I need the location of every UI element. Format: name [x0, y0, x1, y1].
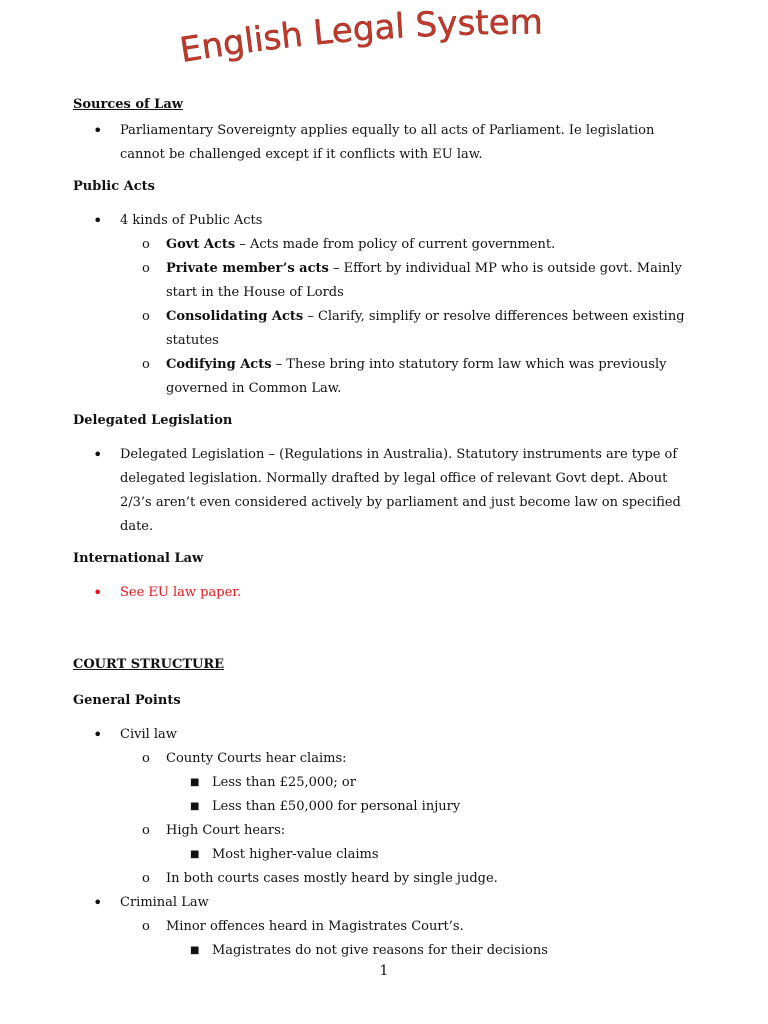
circle-bullet-icon: o	[142, 357, 150, 372]
list-item-text: 4 kinds of Public Acts	[120, 213, 263, 228]
list-item-text: County Courts hear claims:	[166, 751, 347, 766]
circle-bullet-icon: o	[142, 261, 150, 276]
list-item-text: See EU law paper.	[120, 585, 242, 600]
term-private-members-acts: Private member’s acts	[166, 261, 329, 276]
document-body	[73, 95, 703, 963]
list-item	[73, 915, 703, 939]
title-text: English Legal System	[177, 2, 543, 71]
list-item-text: Less than £50,000 for personal injury	[212, 799, 461, 814]
heading-public-acts: Public Acts	[73, 179, 155, 194]
circle-bullet-icon: o	[142, 237, 150, 252]
list-item	[73, 581, 703, 605]
title-wordart	[177, 3, 543, 71]
list-item	[73, 939, 703, 963]
list-item-text: Most higher-value claims	[212, 847, 379, 862]
list-item	[73, 119, 703, 167]
heading-delegated-legislation: Delegated Legislation	[73, 413, 233, 428]
heading-international-law: International Law	[73, 551, 204, 566]
list-item	[73, 771, 703, 795]
list-item-text: – Acts made from policy of current government.	[235, 237, 556, 252]
circle-bullet-icon: o	[142, 919, 150, 934]
heading-general-points: General Points	[73, 693, 181, 708]
list-item-text: – These bring into statutory form law which was previously governed in Common Law.	[166, 357, 667, 396]
term-govt-acts: Govt Acts	[166, 237, 236, 252]
term-codifying-acts: Codifying Acts	[166, 357, 272, 372]
square-bullet-icon: ■	[190, 849, 200, 860]
list-item	[73, 209, 703, 233]
bullet-icon: •	[93, 121, 103, 140]
list-item-text: Criminal Law	[120, 895, 209, 910]
list-item-text: Minor offences heard in Magistrates Court’s.	[166, 919, 464, 934]
circle-bullet-icon: o	[142, 751, 150, 766]
bullet-icon: •	[93, 893, 103, 912]
list-item	[73, 443, 703, 539]
list-item	[73, 891, 703, 915]
document-title	[170, 4, 590, 84]
list-item-text: In both courts cases mostly heard by single judge.	[166, 871, 498, 886]
circle-bullet-icon: o	[142, 823, 150, 838]
list-item	[73, 747, 703, 771]
list-item	[73, 843, 703, 867]
heading-court-structure: COURT STRUCTURE	[73, 657, 225, 672]
list-item-text: – Effort by individual MP who is outside govt. Mainly start in the House of Lords	[166, 261, 682, 300]
list-item	[73, 723, 703, 747]
heading-sources-of-law: Sources of Law	[73, 97, 183, 112]
bullet-icon: •	[93, 211, 103, 230]
circle-bullet-icon: o	[142, 871, 150, 886]
list-item-text: Less than £25,000; or	[212, 775, 356, 790]
list-item	[73, 305, 703, 353]
bullet-icon: •	[93, 445, 103, 464]
list-item-text: – Clarify, simplify or resolve differences between existing statutes	[166, 309, 685, 348]
list-item-text: Civil law	[120, 727, 177, 742]
square-bullet-icon: ■	[190, 801, 200, 812]
page-number: 1	[379, 963, 389, 979]
list-item	[73, 867, 703, 891]
square-bullet-icon: ■	[190, 945, 200, 956]
list-item	[73, 795, 703, 819]
list-item-text: Parliamentary Sovereignty applies equally to all acts of Parliament. Ie legislation cannot be challenged except if it conflicts with EU law.	[120, 123, 655, 162]
list-item	[73, 257, 703, 305]
square-bullet-icon: ■	[190, 777, 200, 788]
list-item-text: Magistrates do not give reasons for their decisions	[212, 943, 548, 958]
bullet-icon: •	[93, 583, 103, 602]
list-item	[73, 819, 703, 843]
list-item-text: High Court hears:	[166, 823, 286, 838]
list-item	[73, 233, 703, 257]
term-consolidating-acts: Consolidating Acts	[166, 309, 304, 324]
list-item	[73, 353, 703, 401]
circle-bullet-icon: o	[142, 309, 150, 324]
bullet-icon: •	[93, 725, 103, 744]
list-item-text: Delegated Legislation – (Regulations in Australia). Statutory instruments are type of delegated legislation. Normally drafted by legal office of relevant Govt dept. About 2/3’s aren’t even considered actively by parliament and just become law on specified date.	[120, 447, 681, 534]
